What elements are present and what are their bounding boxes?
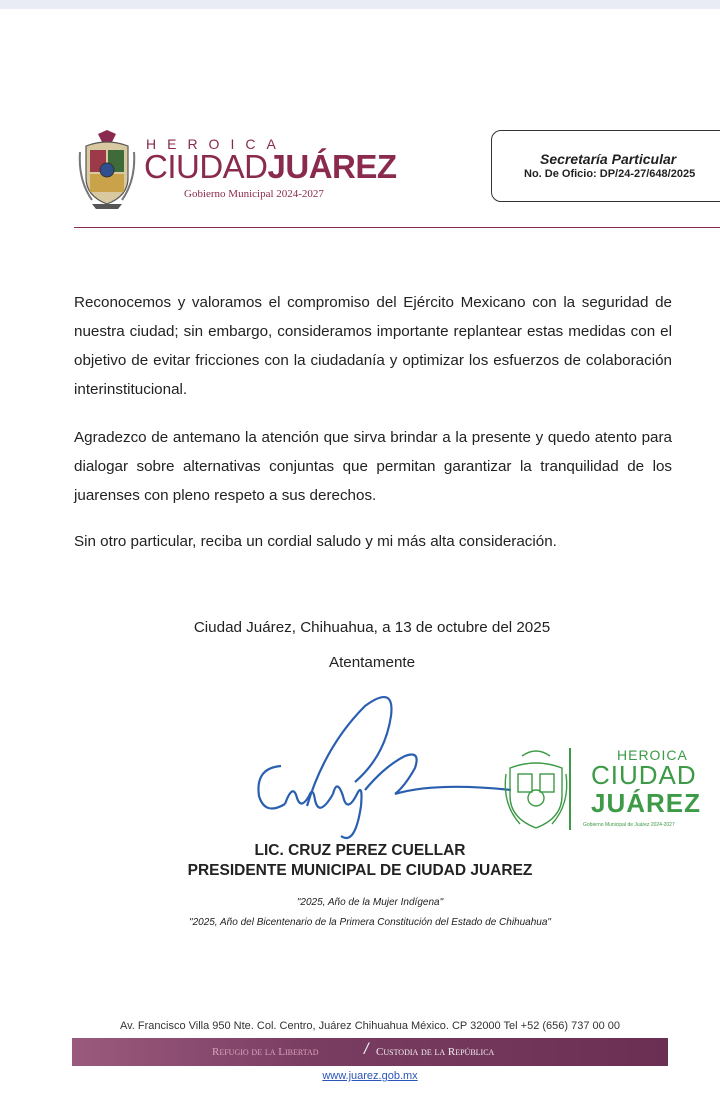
office-title: Secretaría Particular (540, 151, 677, 167)
motto-1: "2025, Año de la Mujer Indígena" (296, 897, 444, 908)
footer-address: Av. Francisco Villa 950 Nte. Col. Centro, Juárez Chihuahua México. CP 32000 Tel +52 (656) 737 00 00 (119, 1020, 621, 1032)
paragraph-1: Reconocemos y valoramos el compromiso del Ejército Mexicano con la seguridad de nuestra ciudad; sin embargo, consideramos importante replantear estas medidas con el objetivo de evitar fricciones con la ciudadanía y optimizar los esfuerzos de colaboración interinstitucional. (74, 294, 672, 398)
signer-title: PRESIDENTE MUNICIPAL DE CIUDAD JUAREZ (187, 862, 533, 879)
banner-right-text: Custodia de la República (376, 1046, 495, 1058)
top-border (0, 0, 720, 9)
logo-heroica-text: HEROICA (146, 136, 287, 152)
banner-left-text: Refugio de la Libertad (212, 1046, 319, 1058)
banner-slash: / (364, 1041, 369, 1058)
stamp-juarez-text: JUÁREZ (591, 788, 702, 818)
logo-juarez-text: JUÁREZ (267, 148, 397, 185)
motto-2: "2025, Año del Bicentenario de la Primera Constitución del Estado de Chihuahua" (189, 917, 551, 928)
logo-gobierno-text: Gobierno Municipal 2024-2027 (184, 188, 324, 200)
logo-ciudad-text: CIUDAD (144, 148, 268, 185)
coat-of-arms-icon (78, 130, 136, 210)
stamp-sub-text: Gobierno Municipal de Juárez 2024-2027 (583, 822, 675, 828)
stamp-ciudad-text: CIUDAD (591, 760, 697, 790)
paragraph-3: Sin otro particular, reciba un cordial saludo y mi más alta consideración. (74, 533, 557, 550)
footer-banner (72, 1038, 668, 1066)
logo-city-name (144, 148, 397, 186)
header-divider (74, 227, 720, 228)
paragraph-2: Agradezco de antemano la atención que sirva brindar a la presente y quedo atento para dialogar sobre alternativas conjuntas que permitan garantizar la tranquilidad de los juarenses con pleno respeto a sus derechos. (74, 429, 672, 504)
office-number: No. De Oficio: DP/24-27/648/2025 (524, 168, 696, 180)
signer-name: LIC. CRUZ PEREZ CUELLAR (254, 842, 466, 859)
website-link[interactable]: www.juarez.gob.mx (322, 1070, 418, 1082)
signature-icon (245, 686, 515, 846)
stamp-heroica-text: HEROICA (617, 747, 688, 763)
place-date: Ciudad Juárez, Chihuahua, a 13 de octubre del 2025 (193, 619, 551, 636)
closing: Atentamente (328, 654, 416, 671)
